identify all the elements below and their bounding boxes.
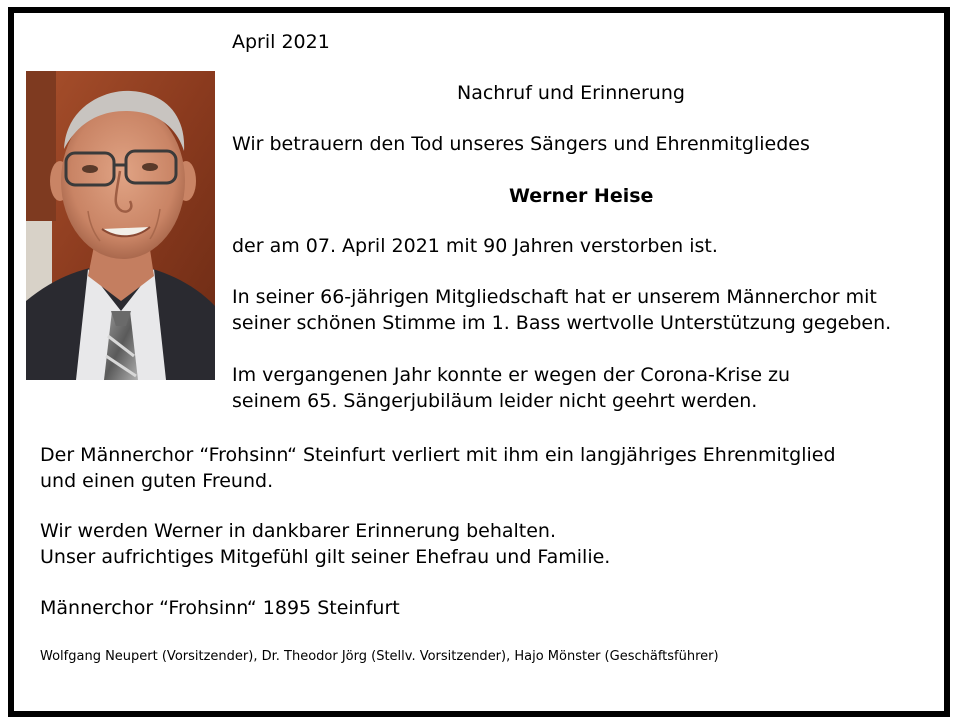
portrait-photo: [26, 71, 215, 380]
signers-line: Wolfgang Neupert (Vorsitzender), Dr. Theodor Jörg (Stellv. Vorsitzender), Hajo Mönster (Geschäftsführer): [40, 649, 719, 664]
paragraph-line: Der Männerchor “Frohsinn“ Steinfurt verliert mit ihm ein langjähriges Ehrenmitglied: [40, 444, 836, 466]
paragraph-line: und einen guten Freund.: [40, 470, 274, 492]
notice-intro: Wir betrauern den Tod unseres Sängers und Ehrenmitgliedes: [232, 133, 810, 155]
notice-heading: Nachruf und Erinnerung: [457, 82, 685, 104]
paragraph-line: Unser aufrichtiges Mitgefühl gilt seiner Ehefrau und Familie.: [40, 546, 611, 568]
deceased-name: Werner Heise: [509, 185, 654, 207]
club-name: Männerchor “Frohsinn“ 1895 Steinfurt: [40, 597, 400, 619]
notice-death-date: der am 07. April 2021 mit 90 Jahren verstorben ist.: [232, 235, 718, 257]
paragraph-line: seiner schönen Stimme im 1. Bass wertvolle Unterstützung gegeben.: [232, 312, 892, 334]
paragraph-membership: [232, 284, 891, 336]
paragraph-choir-loss: [40, 442, 836, 494]
paragraph-remembrance: [40, 518, 610, 570]
paragraph-line: Wir werden Werner in dankbarer Erinnerung behalten.: [40, 520, 557, 542]
paragraph-jubilee: [232, 362, 790, 414]
paragraph-line: In seiner 66-jährigen Mitgliedschaft hat er unserem Männerchor mit: [232, 286, 877, 308]
paragraph-line: Im vergangenen Jahr konnte er wegen der Corona-Krise zu: [232, 364, 791, 386]
notice-date: April 2021: [232, 31, 330, 53]
paragraph-line: seinem 65. Sängerjubiläum leider nicht geehrt werden.: [232, 390, 758, 412]
